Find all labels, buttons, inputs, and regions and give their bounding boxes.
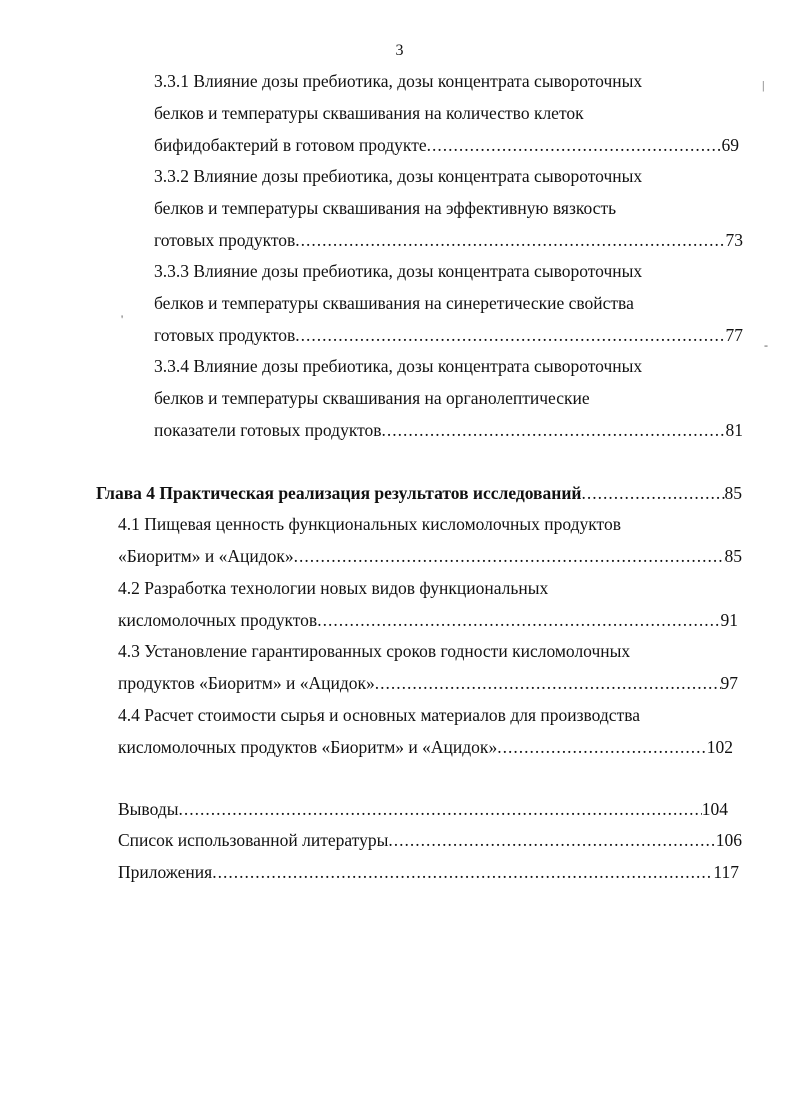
toc-conclusions-title: Выводы (118, 799, 179, 819)
toc-entry-appendix[interactable] (118, 861, 739, 883)
toc-entry-3-3-2[interactable] (154, 229, 743, 251)
toc-3-3-1-line1: 3.3.1 Влияние дозы пребиотика, дозы концентрата сывороточных (154, 71, 643, 91)
toc-references-page: 106 (715, 830, 742, 850)
toc-4-3-line1: 4.3 Установление гарантированных сроков годности кисломолочных (118, 641, 631, 661)
toc-4-3-line2: продуктов «Биоритм» и «Ацидок» (118, 673, 375, 693)
dot-leader (294, 545, 725, 567)
toc-3-3-2-page: 73 (725, 230, 743, 250)
toc-entry-3-3-3[interactable] (154, 324, 743, 346)
scan-mark: - (764, 338, 768, 352)
dot-leader (497, 736, 707, 758)
dot-leader (382, 419, 726, 441)
toc-appendix-title: Приложения (118, 862, 213, 882)
toc-4-2-page: 91 (720, 610, 738, 630)
toc-chapter-4-title: Глава 4 Практическая реализация результатов исследований (96, 483, 582, 503)
dot-leader (178, 798, 701, 820)
toc-4-3-page: 97 (720, 673, 738, 693)
toc-3-3-1-line2: белков и температуры сквашивания на количество клеток (154, 103, 584, 123)
toc-entry-chapter-4[interactable] (96, 482, 742, 504)
toc-4-4-page: 102 (706, 737, 733, 757)
toc-3-3-4-line2: белков и температуры сквашивания на органолептические (154, 388, 590, 408)
toc-3-3-4-line3: показатели готовых продуктов (154, 420, 382, 440)
toc-3-3-1-line3: бифидобактерий в готовом продукте (154, 135, 427, 155)
toc-3-3-1-page: 69 (721, 135, 739, 155)
toc-3-3-2-line2: белков и температуры сквашивания на эффективную вязкость (154, 198, 617, 218)
toc-3-3-3-page: 77 (725, 325, 743, 345)
toc-3-3-2-line3: готовых продуктов (154, 230, 296, 250)
dot-leader (388, 829, 715, 851)
toc-entry-4-2[interactable] (118, 609, 738, 631)
toc-appendix-page: 117 (713, 862, 739, 882)
scan-mark: | (762, 78, 765, 92)
toc-4-2-line1: 4.2 Разработка технологии новых видов функциональных (118, 578, 549, 598)
dot-leader (212, 861, 713, 883)
toc-conclusions-page: 104 (701, 799, 728, 819)
toc-entry-3-3-1[interactable] (154, 134, 739, 156)
toc-3-3-4-line1: 3.3.4 Влияние дозы пребиотика, дозы концентрата сывороточных (154, 356, 643, 376)
toc-entry-references[interactable] (118, 829, 742, 851)
toc-4-4-line1: 4.4 Расчет стоимости сырья и основных материалов для производства (118, 705, 641, 725)
dot-leader (375, 672, 721, 694)
toc-3-3-3-line2: белков и температуры сквашивания на синеретические свойства (154, 293, 634, 313)
scan-mark: ' (121, 312, 124, 326)
page-number: 3 (395, 42, 404, 59)
toc-entry-3-3-4[interactable] (154, 419, 743, 441)
toc-4-1-line1: 4.1 Пищевая ценность функциональных кисломолочных продуктов (118, 514, 621, 534)
dot-leader (582, 482, 725, 504)
dot-leader (427, 134, 722, 156)
toc-4-1-page: 85 (724, 546, 742, 566)
toc-entry-4-3[interactable] (118, 672, 738, 694)
dot-leader (295, 229, 725, 251)
toc-3-3-2-line1: 3.3.2 Влияние дозы пребиотика, дозы концентрата сывороточных (154, 166, 643, 186)
toc-references-title: Список использованной литературы (118, 830, 389, 850)
toc-3-3-4-page: 81 (725, 420, 743, 440)
toc-4-4-line2: кисломолочных продуктов «Биоритм» и «Ацидок» (118, 737, 498, 757)
toc-entry-4-1[interactable] (118, 545, 742, 567)
toc-3-3-3-line3: готовых продуктов (154, 325, 296, 345)
dot-leader (295, 324, 725, 346)
toc-entry-conclusions[interactable] (118, 798, 728, 820)
toc-3-3-3-line1: 3.3.3 Влияние дозы пребиотика, дозы концентрата сывороточных (154, 261, 643, 281)
toc-entry-4-4[interactable] (118, 736, 733, 758)
toc-chapter-4-page: 85 (724, 483, 742, 503)
dot-leader (317, 609, 720, 631)
toc-4-1-line2: «Биоритм» и «Ацидок» (118, 546, 294, 566)
toc-4-2-line2: кисломолочных продуктов (118, 610, 318, 630)
